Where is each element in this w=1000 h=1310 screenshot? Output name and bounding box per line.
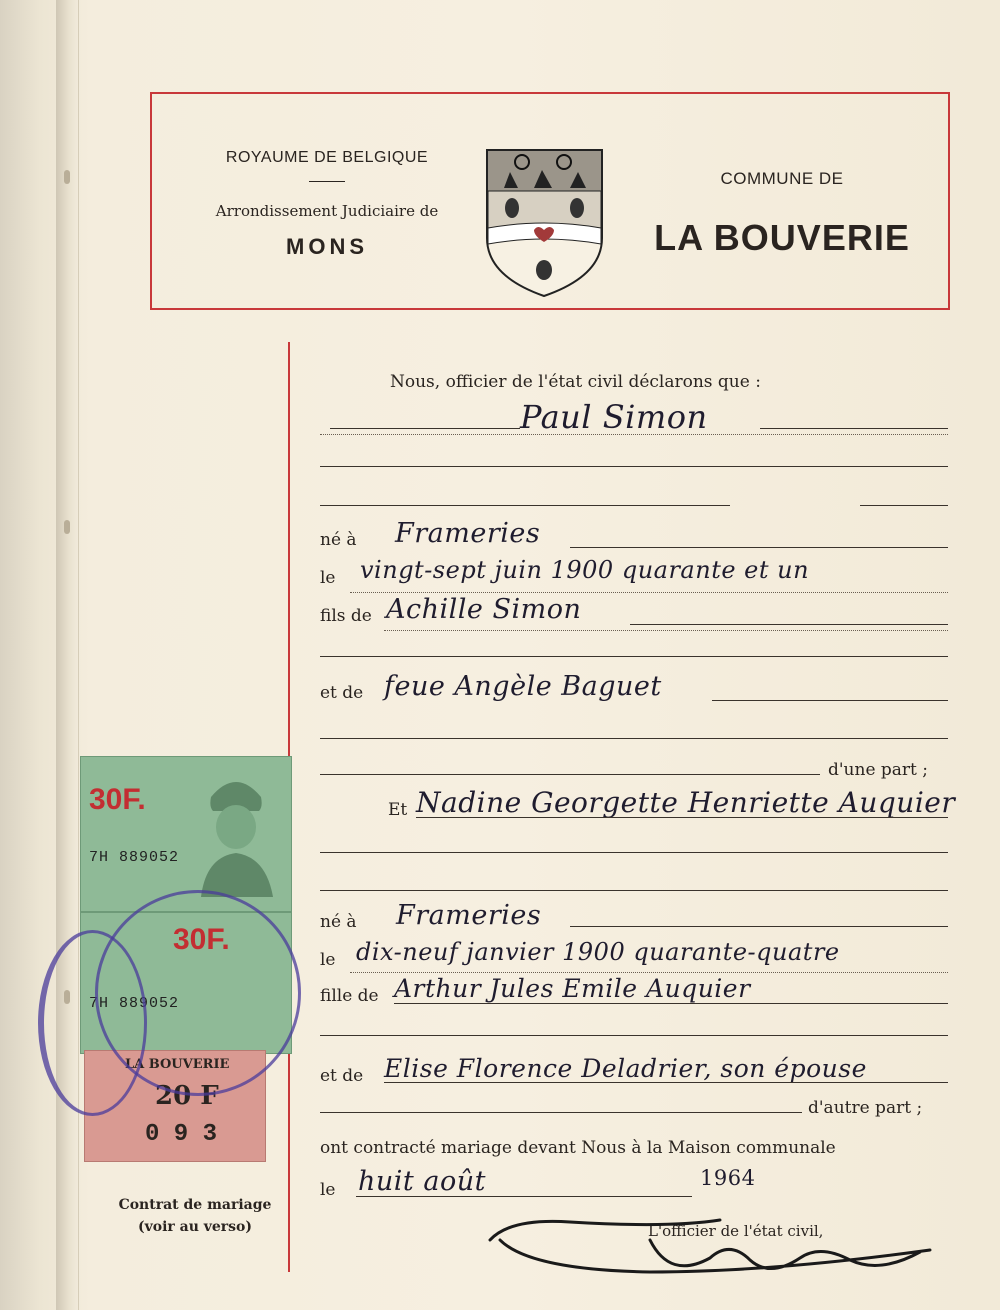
wedding-date: huit août xyxy=(358,1166,486,1197)
bride-born-label: né à xyxy=(320,912,357,932)
other-part-label: d'autre part ; xyxy=(808,1098,923,1118)
dotted-guide xyxy=(384,630,948,631)
header-right xyxy=(632,169,932,259)
form-line xyxy=(320,656,948,657)
form-line xyxy=(330,428,520,429)
commune-label: COMMUNE DE xyxy=(720,169,844,188)
and-label: Et xyxy=(388,800,408,820)
kingdom-label: ROYAUME DE BELGIQUE xyxy=(225,149,429,166)
coat-of-arms xyxy=(482,148,607,298)
commune-seal xyxy=(95,890,301,1096)
form-line xyxy=(384,1082,948,1083)
dotted-guide xyxy=(350,972,948,973)
groom-mother: feue Angèle Baguet xyxy=(384,671,662,702)
form-line xyxy=(394,1003,948,1004)
groom-birthplace: Frameries xyxy=(395,518,541,549)
bride-birthplace: Frameries xyxy=(396,900,542,931)
form-line xyxy=(416,817,948,818)
stamp-amount: 30F. xyxy=(89,783,146,816)
one-part-label: d'une part ; xyxy=(828,760,929,780)
margin-note-line2: (voir au verso) xyxy=(137,1219,253,1235)
form-line xyxy=(712,700,948,701)
form-line xyxy=(320,466,948,467)
header-left xyxy=(152,149,502,260)
book-binding xyxy=(56,0,79,1310)
margin-note-line1: Contrat de mariage xyxy=(118,1197,272,1213)
intro-text: Nous, officier de l'état civil déclarons que : xyxy=(390,372,761,392)
groom-father: Achille Simon xyxy=(386,594,582,625)
groom-birthdate: vingt-sept juin 1900 quarante et un xyxy=(360,556,810,584)
bride-mother: Elise Florence Deladrier, son épouse xyxy=(384,1054,867,1083)
form-line xyxy=(760,428,948,429)
form-line xyxy=(860,505,948,506)
form-line xyxy=(570,926,948,927)
dotted-guide xyxy=(350,592,948,593)
officer-signature xyxy=(470,1200,940,1300)
and-of-label: et de xyxy=(320,683,364,703)
form-line xyxy=(320,1112,802,1113)
officer-label: L'officier de l'état civil, xyxy=(648,1222,824,1240)
form-line xyxy=(320,1035,948,1036)
form-line xyxy=(630,624,948,625)
soldier-portrait xyxy=(181,767,291,897)
bride-and-of-label: et de xyxy=(320,1066,364,1086)
form-line xyxy=(356,1196,692,1197)
stamp-amount: 30F. xyxy=(173,923,230,956)
commune-stamp-amount: 20 F xyxy=(155,1081,219,1111)
binding-stitch xyxy=(64,170,70,184)
margin-note xyxy=(90,1194,300,1238)
fiscal-stamp xyxy=(80,756,292,912)
binding-stitch xyxy=(64,520,70,534)
bride-name: Nadine Georgette Henriette Auquier xyxy=(416,786,956,819)
commune-name: LA BOUVERIE xyxy=(654,217,910,258)
dotted-guide xyxy=(320,434,948,435)
header-frame xyxy=(150,92,950,310)
form-line xyxy=(320,852,948,853)
wedding-year: 1964 xyxy=(700,1166,756,1190)
wedding-date-label: le xyxy=(320,1180,336,1200)
arrondissement-label: Arrondissement Judiciaire de xyxy=(215,202,439,220)
form-line xyxy=(320,505,730,506)
commune-stamp-name: LA BOUVERIE xyxy=(125,1057,230,1072)
header-divider xyxy=(309,181,345,182)
city-name: MONS xyxy=(286,234,368,259)
bride-date-label: le xyxy=(320,950,336,970)
bride-father: Arthur Jules Emile Auquier xyxy=(394,974,751,1003)
contracted-text: ont contracté mariage devant Nous à la Maison communale xyxy=(320,1138,836,1158)
groom-name: Paul Simon xyxy=(520,398,708,436)
stamp-number: 7H 889052 xyxy=(89,849,180,866)
commune-stamp-number: 0 9 3 xyxy=(145,1121,218,1148)
bride-birthdate: dix-neuf janvier 1900 quarante-quatre xyxy=(356,938,840,966)
date-label: le xyxy=(320,568,336,588)
form-line xyxy=(570,547,948,548)
form-line xyxy=(320,738,948,739)
born-label: né à xyxy=(320,530,357,550)
son-label: fils de xyxy=(320,606,372,626)
form-line xyxy=(320,890,948,891)
form-line xyxy=(320,774,820,775)
stamp-number: 7H 889052 xyxy=(89,995,180,1012)
daughter-label: fille de xyxy=(320,986,379,1006)
